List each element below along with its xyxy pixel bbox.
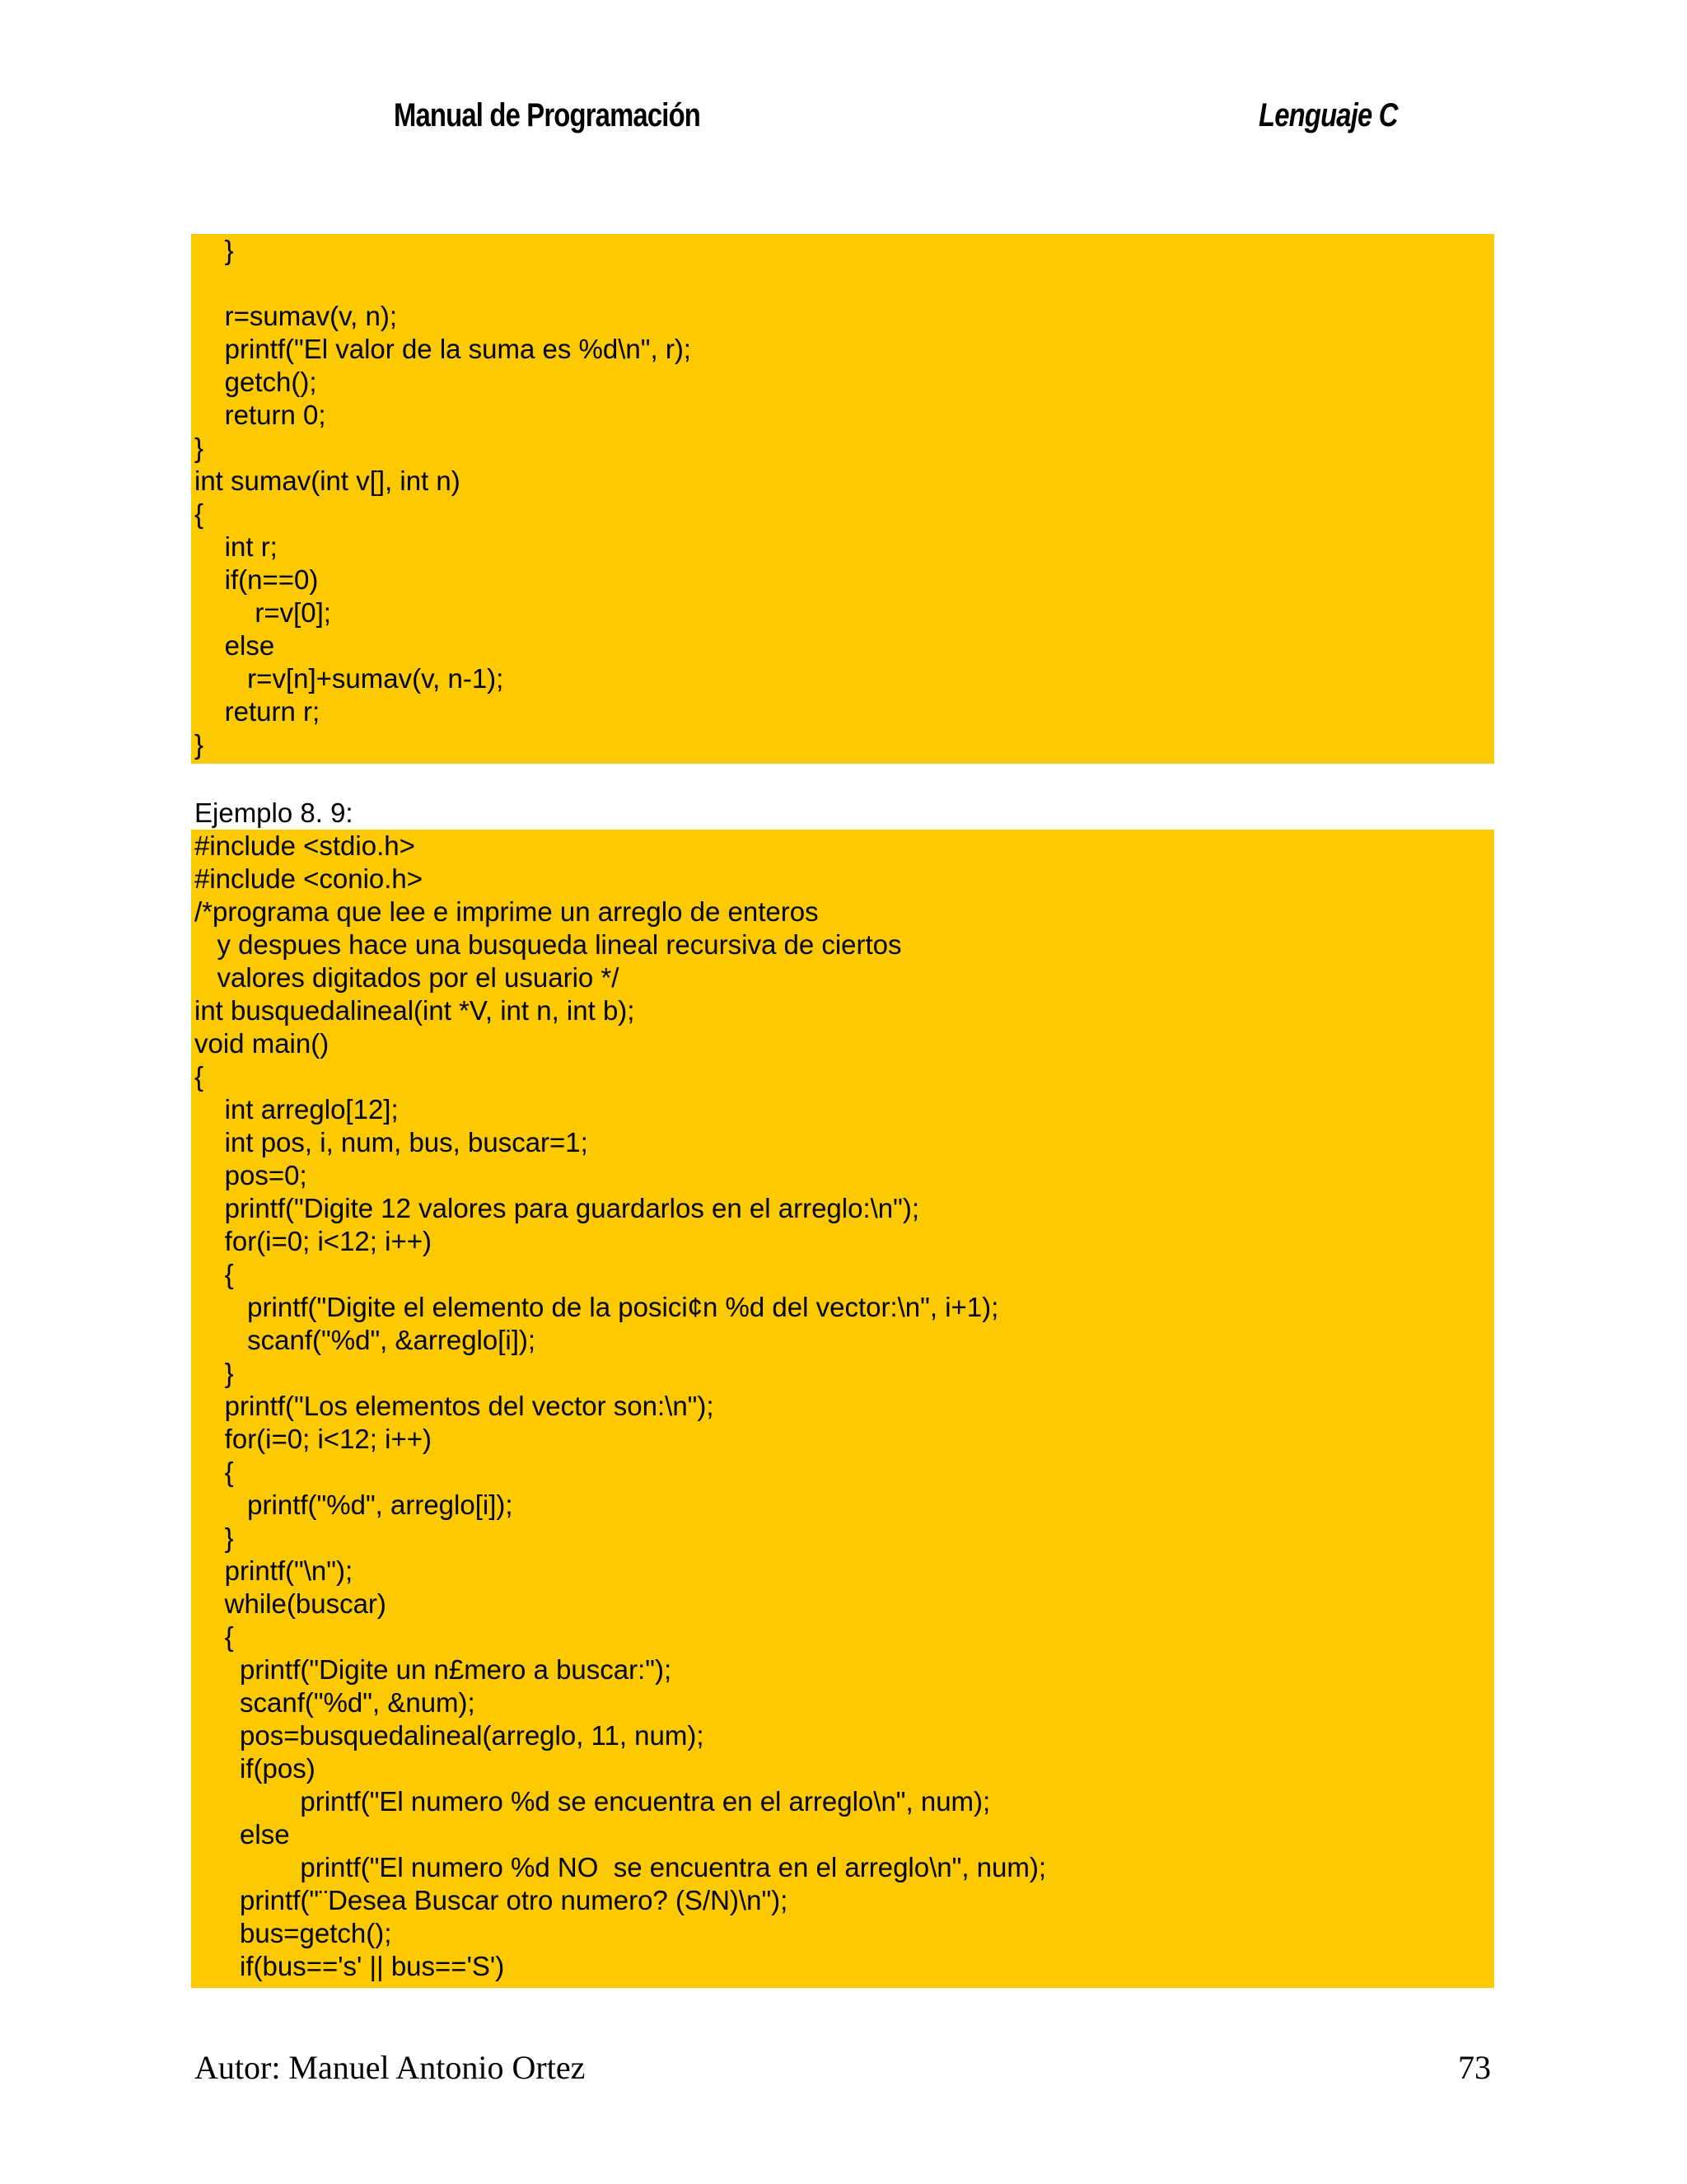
- code-line: if(bus=='s' || bus=='S'): [194, 1951, 505, 1981]
- code-block-sumav: [191, 234, 1494, 764]
- code-line: {: [194, 498, 204, 529]
- code-line: {: [194, 1457, 234, 1487]
- code-line: int arreglo[12];: [194, 1094, 399, 1125]
- page-number: 73: [1458, 2049, 1491, 2086]
- code-line: else: [194, 1819, 290, 1850]
- code-line: getch();: [194, 367, 317, 397]
- code-line: printf("¨Desea Buscar otro numero? (S/N)\n");: [194, 1885, 788, 1915]
- code-line: printf("Digite el elemento de la posici¢n %d del vector:\n", i+1);: [194, 1292, 999, 1322]
- code-line: {: [194, 1061, 204, 1092]
- code-line: else: [194, 630, 275, 661]
- code-line: valores digitados por el usuario */: [194, 962, 619, 993]
- code-line: printf("El numero %d se encuentra en el arreglo\n", num);: [194, 1786, 991, 1817]
- code-line: if(pos): [194, 1753, 315, 1784]
- code-line: void main(): [194, 1028, 329, 1059]
- code-line: r=v[n]+sumav(v, n-1);: [194, 663, 504, 694]
- code-line: int busquedalineal(int *V, int n, int b);: [194, 995, 635, 1026]
- code-line: printf("Digite 12 valores para guardarlos en el arreglo:\n");: [194, 1193, 920, 1223]
- code-line: {: [194, 1259, 234, 1289]
- code-line: r=sumav(v, n);: [194, 301, 398, 331]
- code-line: if(n==0): [194, 564, 319, 595]
- header-language-title: Lenguaje C: [1259, 97, 1398, 133]
- code-line: return 0;: [194, 400, 326, 430]
- code-line: int sumav(int v[], int n): [194, 465, 460, 496]
- code-line: #include <stdio.h>: [194, 830, 415, 861]
- code-line: }: [194, 235, 234, 265]
- code-block-busqueda-lineal: [191, 830, 1494, 1988]
- code-line: }: [194, 1358, 234, 1388]
- code-line: bus=getch();: [194, 1918, 392, 1948]
- code-line: printf("El valor de la suma es %d\n", r);: [194, 334, 691, 364]
- code-line: printf("Digite un n£mero a buscar:");: [194, 1654, 672, 1685]
- example-label: Ejemplo 8. 9:: [194, 797, 353, 828]
- code-line: scanf("%d", &num);: [194, 1687, 475, 1718]
- code-line: pos=busquedalineal(arreglo, 11, num);: [194, 1720, 704, 1751]
- code-line: int pos, i, num, bus, buscar=1;: [194, 1127, 588, 1157]
- code-line: for(i=0; i<12; i++): [194, 1424, 432, 1454]
- code-line: printf("El numero %d NO se encuentra en el arreglo\n", num);: [194, 1852, 1047, 1882]
- code-line: while(buscar): [194, 1588, 386, 1619]
- code-line: }: [194, 433, 204, 463]
- code-line: return r;: [194, 696, 320, 727]
- code-line: /*programa que lee e imprime un arreglo de enteros: [194, 896, 819, 927]
- code-line: {: [194, 1621, 234, 1652]
- code-line: }: [194, 1522, 234, 1553]
- code-line: printf("Los elementos del vector son:\n");: [194, 1391, 714, 1421]
- code-line: pos=0;: [194, 1160, 307, 1190]
- code-line: printf("%d", arreglo[i]);: [194, 1490, 513, 1520]
- code-line: int r;: [194, 531, 278, 562]
- code-line: #include <conio.h>: [194, 863, 423, 894]
- code-line: scanf("%d", &arreglo[i]);: [194, 1325, 536, 1355]
- code-line: y despues hace una busqueda lineal recursiva de ciertos: [194, 929, 902, 960]
- footer-author: Autor: Manuel Antonio Ortez: [194, 2049, 586, 2086]
- code-line: }: [194, 729, 204, 760]
- code-line: printf("\n");: [194, 1555, 353, 1586]
- code-line: r=v[0];: [194, 597, 331, 628]
- code-line: for(i=0; i<12; i++): [194, 1226, 432, 1256]
- header-manual-title: Manual de Programación: [394, 97, 701, 133]
